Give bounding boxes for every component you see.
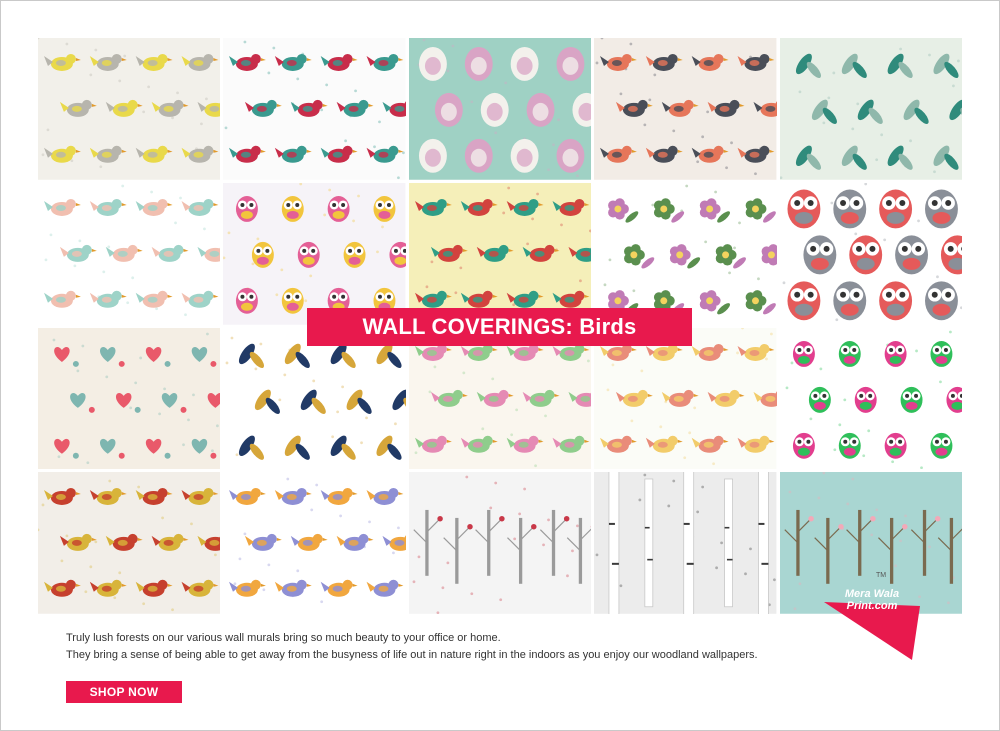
tile-teal-leaves-birds[interactable]: [780, 38, 962, 180]
pattern-thumbnail: [223, 183, 405, 325]
pattern-thumbnail: [409, 38, 591, 180]
tile-dotted-birds[interactable]: [409, 328, 591, 470]
logo-triangle-icon: [820, 570, 920, 660]
pattern-thumbnail: [38, 183, 220, 325]
pattern-thumbnail: [223, 472, 405, 614]
tile-robins-goldfinches[interactable]: [38, 472, 220, 614]
brand-logo[interactable]: [820, 570, 920, 660]
pattern-thumbnail: [594, 472, 776, 614]
tile-pastel-birds[interactable]: [38, 183, 220, 325]
pattern-thumbnail: [409, 183, 591, 325]
pattern-thumbnail: [409, 328, 591, 470]
tile-colorful-birds-wreath[interactable]: [223, 38, 405, 180]
pattern-thumbnail: [594, 38, 776, 180]
tile-hearts-birds-floral[interactable]: [38, 328, 220, 470]
pattern-thumbnail: [780, 38, 962, 180]
tile-birch-trees-birds[interactable]: [594, 472, 776, 614]
pattern-thumbnail: [780, 328, 962, 470]
logo-line1: Mera Wala: [844, 588, 900, 600]
tile-mint-owl-ovals[interactable]: [409, 38, 591, 180]
page-title-banner: [307, 308, 692, 346]
logo-line2: Print.com: [846, 600, 898, 612]
page-title: WALL COVERINGS: Birds: [362, 314, 637, 339]
pattern-thumbnail: [780, 183, 962, 325]
shop-now-button[interactable]: [66, 681, 182, 703]
tile-watercolor-birds[interactable]: [223, 472, 405, 614]
tile-navy-botanical-birds[interactable]: [223, 328, 405, 470]
pattern-thumbnail: [223, 328, 405, 470]
tile-pastel-branch-birds[interactable]: [594, 328, 776, 470]
description-line1: Truly lush forests on our various wall murals bring so much beauty to your office or home.: [66, 632, 501, 644]
tile-yellow-birds-branches[interactable]: [38, 38, 220, 180]
tile-winter-forest[interactable]: [409, 472, 591, 614]
tile-big-cartoon-owls[interactable]: [780, 183, 962, 325]
pattern-thumbnail: [409, 472, 591, 614]
pattern-thumbnail: [223, 38, 405, 180]
tile-bright-owls-circles[interactable]: [780, 328, 962, 470]
shop-now-label: SHOP NOW: [89, 685, 159, 699]
tile-swallows-pattern[interactable]: [594, 38, 776, 180]
logo-trademark: TM: [876, 572, 887, 579]
pattern-thumbnail: [38, 328, 220, 470]
tile-pink-owls-hearts[interactable]: [223, 183, 405, 325]
logo-text: [832, 588, 912, 612]
description-line2: They bring a sense of being able to get away from the busyness of life out in nature right in the indoors as you enjoy our woodland wallpapers.: [66, 649, 758, 661]
tile-sketch-birds-yellow[interactable]: [409, 183, 591, 325]
pattern-thumbnail: [594, 183, 776, 325]
pattern-thumbnail: [38, 472, 220, 614]
description: [66, 630, 826, 664]
tile-floral-hummingbirds[interactable]: [594, 183, 776, 325]
pattern-thumbnail: [594, 328, 776, 470]
pattern-thumbnail: [38, 38, 220, 180]
